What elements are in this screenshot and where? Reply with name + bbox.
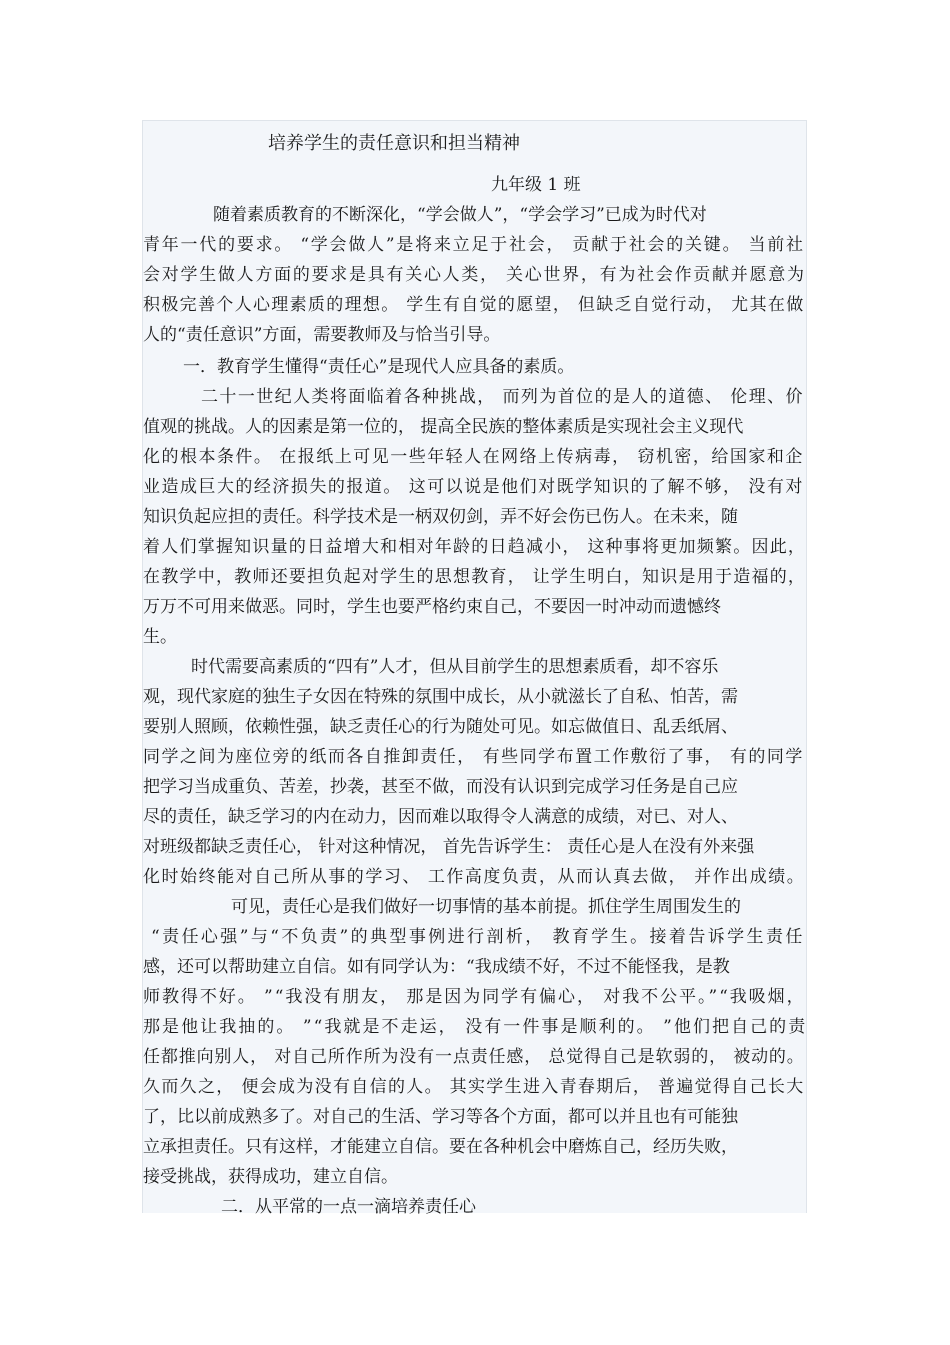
body-line: 一．教育学生懂得“责任心”是现代人应具备的素质。 [183, 357, 575, 377]
body-line: 化时始终能对自己所从事的学习、 工作高度负责，从而认真去做， 并作出成绩。 [143, 867, 806, 887]
body-line: 立承担责任。只有这样，才能建立自信。要在各种机会中磨炼自己，经历失败， [143, 1137, 738, 1157]
body-line: 那是他让我抽的。 ”“我就是不走运， 没有一件事是顺利的。 ”他们把自己的责 [143, 1017, 808, 1037]
body-line: 任都推向别人， 对自己所作所为没有一点责任感， 总觉得自己是软弱的， 被动的。 [143, 1047, 805, 1067]
body-line: 万万不可用来做恶。同时，学生也要严格约束自己，不要因一时冲动而遗憾终 [143, 597, 721, 617]
body-line: “责任心强”与“不负责”的典型事例进行剖析， 教育学生。接着告诉学生责任 [151, 927, 805, 947]
document-page [142, 120, 808, 1217]
body-line: 可见，责任心是我们做好一切事情的基本前提。抓住学生周围发生的 [231, 897, 741, 917]
body-line: 化的根本条件。 在报纸上可见一些年轻人在网络上传病毒， 窃机密，给国家和企 [143, 447, 804, 467]
body-line: 二十一世纪人类将面临着各种挑战， 而列为首位的是人的道德、 伦理、价 [201, 387, 804, 407]
body-line: 业造成巨大的经济损失的报道。 这可以说是他们对既学知识的了解不够， 没有对 [143, 477, 804, 497]
body-line: 把学习当成重负、苦差，抄袭，甚至不做，而没有认识到完成学习任务是自己应 [143, 777, 738, 797]
body-line: 尽的责任，缺乏学习的内在动力，因而难以取得令人满意的成绩，对已、对人、 [143, 807, 738, 827]
body-line: 人的“责任意识”方面，需要教师及与恰当引导。 [143, 325, 501, 345]
body-line: 在教学中，教师还要担负起对学生的思想教育， 让学生明白，知识是用于造福的， [143, 567, 807, 587]
body-line: 同学之间为座位旁的纸而各自推卸责任， 有些同学布置工作敷衍了事， 有的同学 [143, 747, 804, 767]
body-line: 青年一代的要求。 “学会做人”是将来立足于社会， 贡献于社会的关键。 当前社 [143, 235, 805, 255]
body-line: 对班级都缺乏责任心， 针对这种情况， 首先告诉学生： 责任心是人在没有外来强 [143, 837, 755, 857]
body-line: 着人们掌握知识量的日益增大和相对年龄的日趋减小， 这种事将更加频繁。因此， [143, 537, 807, 557]
body-line: 积极完善个人心理素质的理想。 学生有自觉的愿望， 但缺乏自觉行动， 尤其在做 [143, 295, 805, 315]
body-line: 接受挑战，获得成功，建立自信。 [143, 1167, 398, 1187]
body-line: 会对学生做人方面的要求是具有关心人类， 关心世界，有为社会作贡献并愿意为 [143, 265, 806, 285]
document-author: 九年级 1 班 [491, 175, 581, 195]
body-line: 二．从平常的一点一滴培养责任心 [221, 1197, 476, 1217]
document-title: 培养学生的责任意识和担当精神 [268, 133, 520, 154]
body-line: 知识负起应担的责任。科学技术是一柄双仞剑，弄不好会伤已伤人。在未来，随 [143, 507, 738, 527]
body-line: 要别人照顾，依赖性强，缺乏责任心的行为随处可见。如忘做值日、乱丢纸屑、 [143, 717, 738, 737]
body-line: 观，现代家庭的独生子女因在特殊的氛围中成长，从小就滋长了自私、怕苦，需 [143, 687, 738, 707]
body-line: 了，比以前成熟多了。对自己的生活、学习等各个方面，都可以并且也有可能独 [143, 1107, 738, 1127]
body-line: 生。 [143, 627, 177, 647]
body-line: 随着素质教育的不断深化，“学会做人”，“学会学习”已成为时代对 [213, 205, 707, 225]
body-line: 久而久之， 便会成为没有自信的人。 其实学生进入青春期后， 普遍觉得自己长大 [143, 1077, 805, 1097]
body-line: 时代需要高素质的“四有”人才，但从目前学生的思想素质看，却不容乐 [191, 657, 719, 677]
body-line: 值观的挑战。人的因素是第一位的， 提高全民族的整体素质是实现社会主义现代 [143, 417, 744, 437]
body-line: 感，还可以帮助建立自信。如有同学认为：“我成绩不好，不过不能怪我，是教 [143, 957, 730, 977]
body-line: 师教得不好。 ”“我没有朋友， 那是因为同学有偏心， 对我不公平。”“我吸烟， [143, 987, 806, 1007]
